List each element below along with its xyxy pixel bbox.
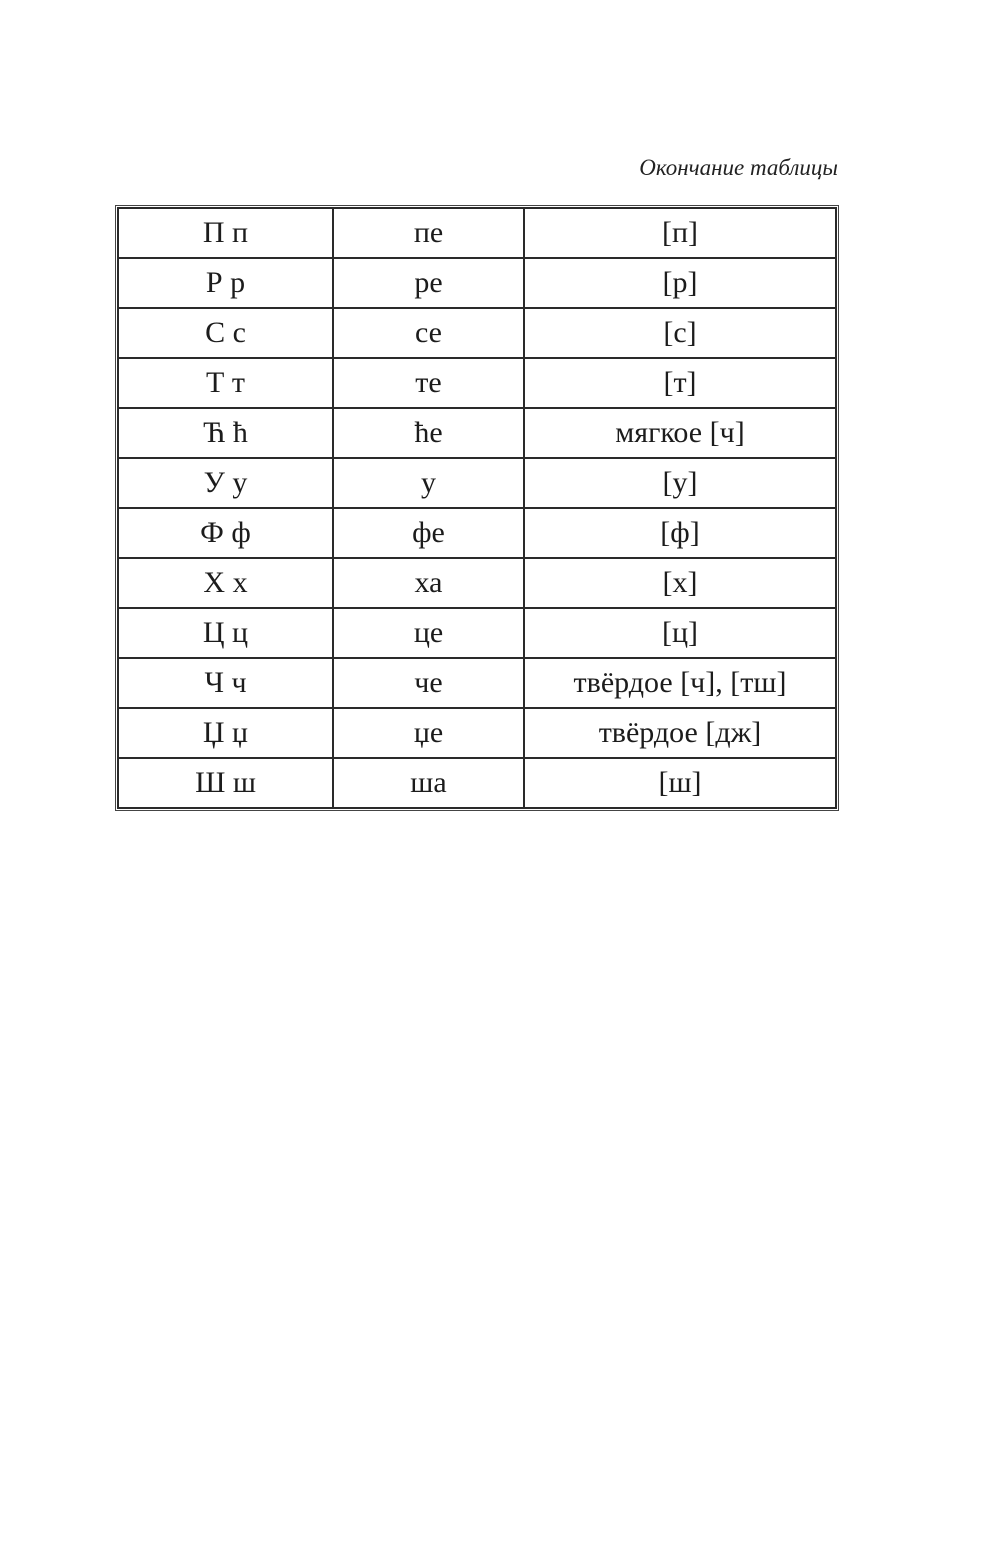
sound-cell: твёрдое [ч], [тш] bbox=[524, 658, 836, 708]
letter-name-cell: се bbox=[333, 308, 524, 358]
table-row bbox=[118, 558, 836, 608]
letter-name-cell: ха bbox=[333, 558, 524, 608]
table-row bbox=[118, 458, 836, 508]
sound-cell: [ш] bbox=[524, 758, 836, 808]
letter-name-cell: ће bbox=[333, 408, 524, 458]
letter-cell: Х х bbox=[118, 558, 333, 608]
letter-name-cell: пе bbox=[333, 208, 524, 258]
table-row bbox=[118, 308, 836, 358]
letter-name-cell: џе bbox=[333, 708, 524, 758]
letter-cell: Ш ш bbox=[118, 758, 333, 808]
letter-cell: У у bbox=[118, 458, 333, 508]
alphabet-table bbox=[115, 205, 839, 811]
sound-cell: [р] bbox=[524, 258, 836, 308]
table-row bbox=[118, 208, 836, 258]
sound-cell: [т] bbox=[524, 358, 836, 408]
sound-cell: твёрдое [дж] bbox=[524, 708, 836, 758]
letter-name-cell: ша bbox=[333, 758, 524, 808]
sound-cell: [у] bbox=[524, 458, 836, 508]
sound-cell: мягкое [ч] bbox=[524, 408, 836, 458]
table-row bbox=[118, 708, 836, 758]
letter-name-cell: ре bbox=[333, 258, 524, 308]
sound-cell: [п] bbox=[524, 208, 836, 258]
sound-cell: [ф] bbox=[524, 508, 836, 558]
letter-cell: Т т bbox=[118, 358, 333, 408]
letter-cell: Ф ф bbox=[118, 508, 333, 558]
letter-cell: Ц ц bbox=[118, 608, 333, 658]
sound-cell: [с] bbox=[524, 308, 836, 358]
sound-cell: [х] bbox=[524, 558, 836, 608]
letter-name-cell: те bbox=[333, 358, 524, 408]
table-row bbox=[118, 408, 836, 458]
letter-cell: С с bbox=[118, 308, 333, 358]
letter-name-cell: че bbox=[333, 658, 524, 708]
table-row bbox=[118, 258, 836, 308]
table-row bbox=[118, 508, 836, 558]
table-row bbox=[118, 658, 836, 708]
table-caption: Окончание таблицы bbox=[639, 155, 838, 180]
letter-name-cell: фе bbox=[333, 508, 524, 558]
table-row bbox=[118, 758, 836, 808]
letter-cell: Ч ч bbox=[118, 658, 333, 708]
letter-cell: Р р bbox=[118, 258, 333, 308]
table-row bbox=[118, 608, 836, 658]
letter-name-cell: у bbox=[333, 458, 524, 508]
letter-name-cell: це bbox=[333, 608, 524, 658]
letter-cell: Џ џ bbox=[118, 708, 333, 758]
table-row bbox=[118, 358, 836, 408]
letter-cell: П п bbox=[118, 208, 333, 258]
letter-cell: Ћ ћ bbox=[118, 408, 333, 458]
sound-cell: [ц] bbox=[524, 608, 836, 658]
